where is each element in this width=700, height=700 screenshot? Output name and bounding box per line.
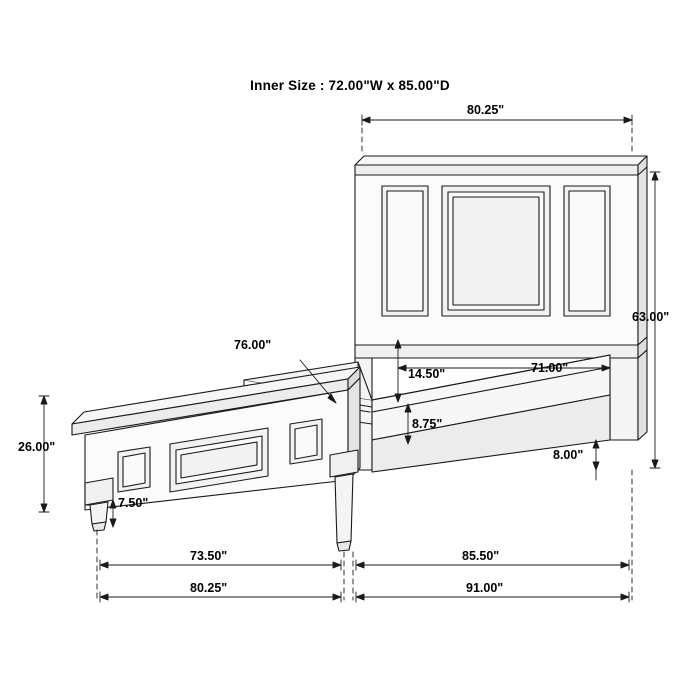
label-rail-height-inner: 8.75" bbox=[412, 417, 443, 431]
label-overall-length: 91.00" bbox=[466, 581, 504, 595]
footboard bbox=[72, 367, 360, 551]
label-side-length-right: 85.50" bbox=[462, 549, 500, 563]
label-side-rail-length: 76.00" bbox=[234, 338, 272, 352]
label-headboard-lower-panel: 14.50" bbox=[408, 367, 446, 381]
label-rail-clearance: 8.00" bbox=[553, 448, 584, 462]
label-foot-post-height: 7.50" bbox=[118, 496, 149, 510]
label-footboard-height: 26.00" bbox=[18, 440, 56, 454]
label-overall-footboard-width: 80.25" bbox=[190, 581, 228, 595]
label-rail-to-headboard-width: 71.00" bbox=[531, 361, 569, 375]
label-headboard-width: 80.25" bbox=[467, 103, 505, 117]
page-title: Inner Size : 72.00"W x 85.00"D bbox=[250, 78, 450, 93]
label-footboard-width: 73.50" bbox=[190, 549, 228, 563]
label-headboard-height: 63.00" bbox=[632, 310, 670, 324]
